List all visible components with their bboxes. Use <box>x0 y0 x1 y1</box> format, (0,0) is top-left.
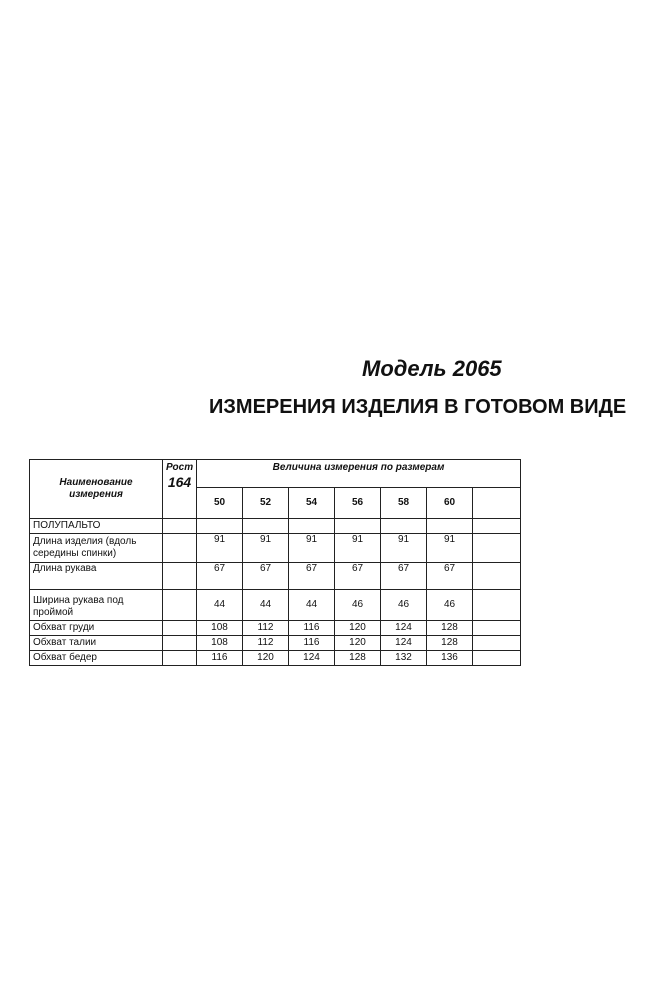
row-label: Обхват бедер <box>30 651 163 666</box>
empty-cell <box>289 519 335 534</box>
value-cell: 108 <box>197 636 243 651</box>
row-label-line1: Длина изделия (вдоль <box>33 536 137 547</box>
value-cell: 91 <box>335 534 381 563</box>
value-cell: 67 <box>335 563 381 590</box>
value-cell: 91 <box>243 534 289 563</box>
value-cell: 108 <box>197 621 243 636</box>
value-cell: 67 <box>243 563 289 590</box>
value-cell: 91 <box>197 534 243 563</box>
value-cell: 128 <box>335 651 381 666</box>
table-row <box>30 636 521 651</box>
empty-cell <box>381 519 427 534</box>
value-cell: 120 <box>335 621 381 636</box>
row-label <box>30 590 163 621</box>
sizes-header: Величина измерения по размерам <box>197 460 521 488</box>
value-cell: 124 <box>381 621 427 636</box>
size-cell <box>473 488 521 519</box>
value-cell: 128 <box>427 636 473 651</box>
value-cell: 116 <box>289 621 335 636</box>
empty-cell <box>335 519 381 534</box>
value-cell <box>473 563 521 590</box>
value-cell <box>473 636 521 651</box>
value-cell: 67 <box>197 563 243 590</box>
size-cell: 58 <box>381 488 427 519</box>
value-cell: 44 <box>243 590 289 621</box>
row-label-line1: Ширина рукава под <box>33 595 124 606</box>
value-cell: 128 <box>427 621 473 636</box>
height-value: 164 <box>167 474 192 490</box>
value-cell: 120 <box>335 636 381 651</box>
value-cell: 116 <box>289 636 335 651</box>
row-label: Обхват груди <box>30 621 163 636</box>
value-cell: 91 <box>289 534 335 563</box>
size-cell: 52 <box>243 488 289 519</box>
empty-cell <box>163 590 197 621</box>
empty-cell <box>473 519 521 534</box>
height-label: Рост <box>166 462 194 473</box>
measurements-table <box>29 459 521 666</box>
value-cell: 124 <box>289 651 335 666</box>
table-row <box>30 534 521 563</box>
row-label: Обхват талии <box>30 636 163 651</box>
empty-cell <box>163 621 197 636</box>
model-title: Модель 2065 <box>362 356 502 381</box>
document-heading: ИЗМЕРЕНИЯ ИЗДЕЛИЯ В ГОТОВОМ ВИДЕ <box>209 396 627 418</box>
value-cell: 46 <box>427 590 473 621</box>
row-label-line1: Длина рукава <box>33 563 97 574</box>
measurement-name-header-line2: измерения <box>69 489 123 500</box>
empty-cell <box>163 563 197 590</box>
height-header <box>163 460 197 519</box>
value-cell: 136 <box>427 651 473 666</box>
empty-cell <box>163 636 197 651</box>
value-cell <box>473 651 521 666</box>
row-label-line2: проймой <box>33 607 74 618</box>
empty-cell <box>163 534 197 563</box>
value-cell: 91 <box>427 534 473 563</box>
empty-cell <box>163 651 197 666</box>
empty-cell <box>243 519 289 534</box>
empty-cell <box>427 519 473 534</box>
value-cell <box>473 534 521 563</box>
value-cell: 44 <box>289 590 335 621</box>
value-cell: 46 <box>381 590 427 621</box>
value-cell: 132 <box>381 651 427 666</box>
value-cell: 120 <box>243 651 289 666</box>
row-label <box>30 563 163 590</box>
section-label: ПОЛУПАЛЬТО <box>30 519 163 534</box>
value-cell: 44 <box>197 590 243 621</box>
value-cell: 67 <box>381 563 427 590</box>
empty-cell <box>163 519 197 534</box>
section-row <box>30 519 521 534</box>
size-cell: 56 <box>335 488 381 519</box>
table-row <box>30 590 521 621</box>
table-row <box>30 621 521 636</box>
value-cell: 91 <box>381 534 427 563</box>
size-cell: 60 <box>427 488 473 519</box>
row-label <box>30 534 163 563</box>
size-cell: 54 <box>289 488 335 519</box>
value-cell <box>473 621 521 636</box>
value-cell: 112 <box>243 621 289 636</box>
value-cell <box>473 590 521 621</box>
row-label-line2: середины спинки) <box>33 548 117 559</box>
value-cell: 116 <box>197 651 243 666</box>
table-row <box>30 651 521 666</box>
value-cell: 46 <box>335 590 381 621</box>
value-cell: 112 <box>243 636 289 651</box>
value-cell: 67 <box>289 563 335 590</box>
measurement-name-header <box>30 460 163 519</box>
empty-cell <box>197 519 243 534</box>
table-row <box>30 563 521 590</box>
value-cell: 124 <box>381 636 427 651</box>
measurement-name-header-line1: Наименование <box>59 477 133 488</box>
size-cell: 50 <box>197 488 243 519</box>
value-cell: 67 <box>427 563 473 590</box>
